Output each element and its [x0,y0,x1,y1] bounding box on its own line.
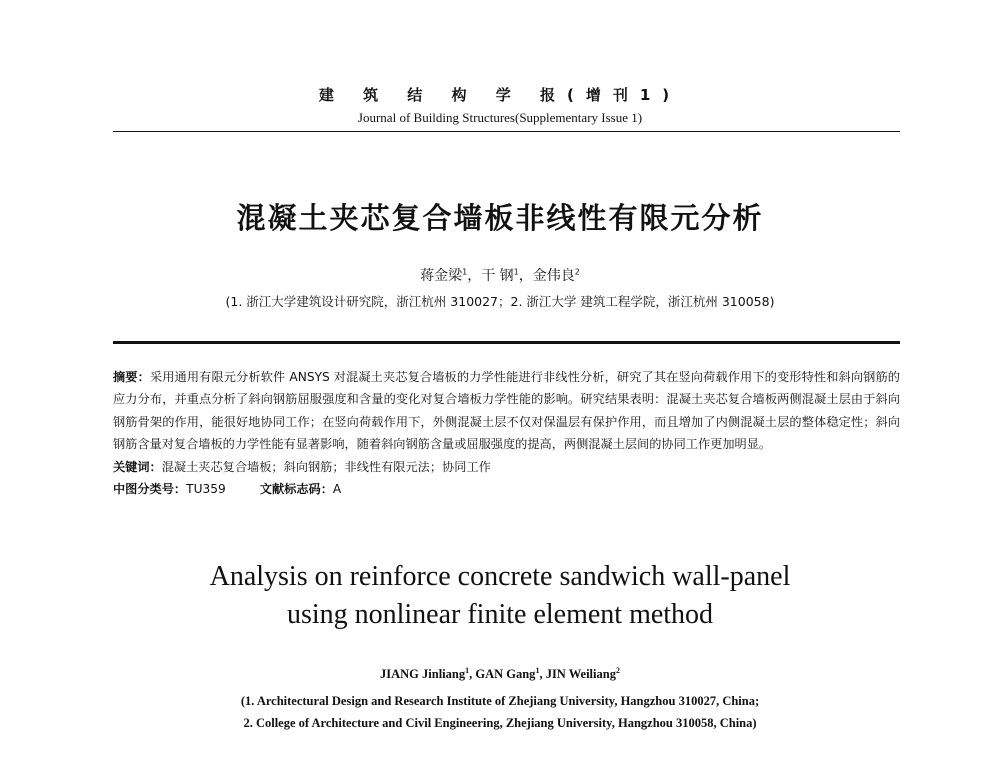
journal-title-en: Journal of Building Structures(Supplementary Issue 1) [357,110,643,125]
author-separator: ， [467,268,482,284]
affiliation-en-line: 2. College of Architecture and Civil Engineering, Zhejiang University, Hangzhou 310058, China) [243,716,757,730]
author-affil-mark: 1 [465,665,470,675]
affiliation-cn: (1. 浙江大学建筑设计研究院，浙江杭州 310027；2. 浙江大学 建筑工程学院，浙江杭州 310058) [225,294,775,309]
abstract-label: 摘要： [113,370,150,384]
keywords [113,456,900,478]
header-rule [113,131,900,132]
author-name: 干 钢 [481,268,514,284]
title-en-line: Analysis on reinforce concrete sandwich wall-panel [209,561,791,592]
keywords-label: 关键词： [113,459,162,474]
authors-en [0,667,1000,682]
classification [113,478,900,500]
author-name: 金伟良 [532,268,575,284]
author-separator: ， [518,268,533,284]
abstract-block [113,366,900,500]
author-name: JIN Weiliang [545,667,616,681]
abstract [113,366,900,456]
author-affil-mark: 2 [574,267,580,277]
author-affil-mark: 1 [535,665,540,675]
affiliation-en-line: (1. Architectural Design and Research Institute of Zhejiang University, Hangzhou 310027, China; [240,694,760,708]
affiliation-en [0,690,1000,734]
paper-title-en [0,558,1000,634]
abstract-text: 采用通用有限元分析软件 ANSYS 对混凝土夹芯复合墙板的力学性能进行非线性分析，研究了其在竖向荷载作用下的变形特性和斜向钢筋的应力分布，并重点分析了斜向钢筋屈服强度和含量的变化对复合墙板力学性能的影响。研究结果表明：混凝土夹芯复合墙板两侧混凝土层由于斜向钢筋骨架的作用，能很好地协同工作；在竖向荷载作用下，外侧混凝土层不仅对保温层有保护作用，而且增加了内侧混凝土层的整体稳定性；斜向钢筋含量对复合墙板的力学性能有显著影响，随着斜向钢筋含量或屈服强度的提高，两侧混凝土层间的协同工作更加明显。 [113,370,900,452]
journal-title-cn: 建 筑 结 构 学 报(增刊1) [318,86,682,104]
author-affil-mark: 2 [615,665,620,675]
author-name: GAN Gang [475,667,536,681]
title-en-line: using nonlinear finite element method [286,599,714,630]
author-name: JIANG Jinliang [380,667,466,681]
author-name: 蒋金梁 [420,268,463,284]
author-affil-mark: 1 [462,267,468,277]
clc-value: TU359 [186,482,226,497]
author-separator: , [469,667,476,681]
clc-label: 中图分类号： [113,482,187,497]
doc-code-value: A [332,482,342,497]
authors-cn [0,265,1000,285]
doc-code-label: 文献标志码： [259,482,333,497]
author-affil-mark: 1 [513,267,519,277]
keywords-text: 混凝土夹芯复合墙板；斜向钢筋；非线性有限元法；协同工作 [161,459,491,474]
author-separator: , [539,667,546,681]
section-rule [113,341,900,344]
paper-title-cn: 混凝土夹芯复合墙板非线性有限元分析 [236,201,764,235]
